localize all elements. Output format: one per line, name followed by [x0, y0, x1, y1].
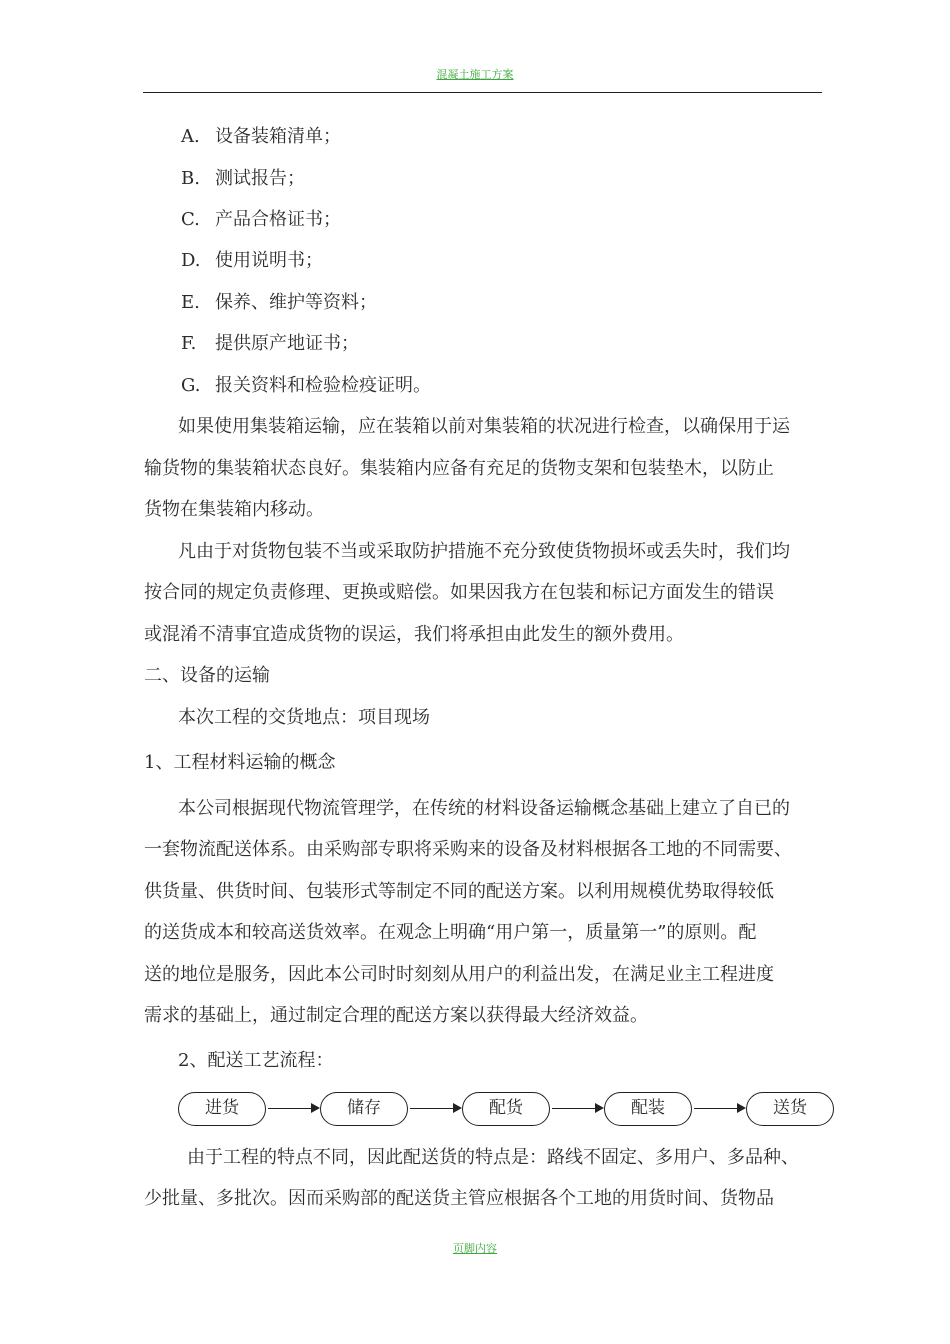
- list-item-text: 报关资料和检验检疫证明。: [215, 375, 431, 396]
- header-rule: [143, 92, 822, 93]
- list-item-label: B.: [181, 168, 200, 189]
- list-item: [181, 168, 305, 190]
- subsection-heading: 1、工程材料运输的概念: [144, 752, 336, 773]
- paragraph-line: 供货量、供货时间、包装形式等制定不同的配送方案。以利用规模优势取得较低: [144, 881, 774, 902]
- subsection-heading: 2、配送工艺流程：: [178, 1050, 334, 1071]
- list-item: [181, 250, 323, 272]
- list-item-label: C.: [181, 209, 200, 230]
- list-item-label: F.: [181, 333, 197, 354]
- list-item-label: E.: [181, 292, 200, 313]
- paragraph-line: 需求的基础上，通过制定合理的配送方案以获得最大经济效益。: [144, 1005, 648, 1026]
- list-item-label: G.: [181, 375, 201, 396]
- flow-step: 储存: [320, 1092, 408, 1126]
- paragraph-line: 的送货成本和较高送货效率。在观念上明确“用户第一，质量第一”的原则。配: [144, 922, 757, 943]
- list-item-label: D.: [181, 250, 201, 271]
- process-flow-diagram: [178, 1092, 838, 1130]
- flow-arrow: [552, 1108, 602, 1109]
- paragraph-line: 货物在集装箱内移动。: [144, 499, 324, 520]
- list-item-text: 提供原产地证书；: [215, 333, 359, 354]
- paragraph-line: 凡由于对货物包装不当或采取防护措施不充分致使货物损坏或丢失时，我们均: [178, 541, 790, 562]
- list-item-text: 测试报告；: [215, 168, 305, 189]
- list-item: [181, 209, 341, 231]
- flow-step: 送货: [746, 1092, 834, 1126]
- list-item-label: A.: [181, 126, 200, 147]
- list-item: [181, 292, 377, 314]
- flow-step: 进货: [178, 1092, 266, 1126]
- list-item: [181, 333, 359, 355]
- paragraph-line: 送的地位是服务，因此本公司时时刻刻从用户的利益出发，在满足业主工程进度: [144, 964, 774, 985]
- page-header: 混凝土施工方案: [436, 68, 514, 81]
- flow-arrow: [268, 1108, 318, 1109]
- list-item-text: 使用说明书；: [215, 250, 323, 271]
- flow-step: 配装: [604, 1092, 692, 1126]
- paragraph-line: 或混淆不清事宜造成货物的误运，我们将承担由此发生的额外费用。: [144, 624, 684, 645]
- list-item-text: 保养、维护等资料；: [215, 292, 377, 313]
- paragraph-line: 少批量、多批次。因而采购部的配送货主管应根据各个工地的用货时间、货物品: [144, 1188, 774, 1209]
- list-item: [181, 126, 341, 148]
- flow-step: 配货: [462, 1092, 550, 1126]
- delivery-location: 本次工程的交货地点：项目现场: [178, 707, 430, 728]
- section-heading: 二、设备的运输: [144, 665, 270, 686]
- list-item-text: 设备装箱清单；: [215, 126, 341, 147]
- flow-arrow: [410, 1108, 460, 1109]
- page-footer: 页脚内容: [453, 1242, 497, 1255]
- list-item-text: 产品合格证书；: [215, 209, 341, 230]
- paragraph-line: 一套物流配送体系。由采购部专职将采购来的设备及材料根据各工地的不同需要、: [144, 839, 792, 860]
- paragraph-line: 本公司根据现代物流管理学，在传统的材料设备运输概念基础上建立了自已的: [178, 798, 790, 819]
- flow-arrow: [694, 1108, 744, 1109]
- paragraph-line: 输货物的集装箱状态良好。集装箱内应备有充足的货物支架和包装垫木，以防止: [144, 458, 774, 479]
- paragraph-line: 按合同的规定负责修理、更换或赔偿。如果因我方在包装和标记方面发生的错误: [144, 582, 774, 603]
- paragraph-line: 如果使用集装箱运输，应在装箱以前对集装箱的状况进行检查，以确保用于运: [178, 416, 790, 437]
- paragraph-line: 由于工程的特点不同，因此配送货的特点是：路线不固定、多用户、多品种、: [187, 1147, 799, 1168]
- list-item: [181, 375, 431, 397]
